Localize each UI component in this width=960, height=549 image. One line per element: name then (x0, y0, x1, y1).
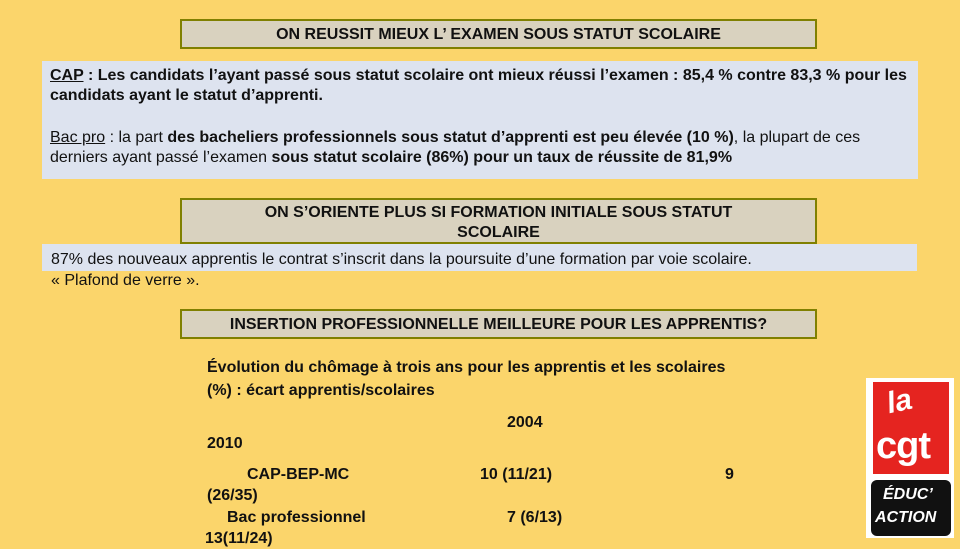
logo-red-block (873, 382, 949, 474)
section2-heading: ON S’ORIENTE PLUS SI FORMATION INITIALE SOUS STATUT SCOLAIRE (180, 198, 817, 244)
bac-text-4: sous statut scolaire (86%) pour un taux de réussite de 81,9% (271, 149, 733, 166)
cap-text: : Les candidats l’ayant passé sous statut scolaire ont mieux réussi l’examen : 85,4 % contre 83,3 % pour les candidats ayant le statut d’apprenti. (50, 67, 907, 104)
logo-educaction-block (871, 480, 951, 536)
section1-panel (42, 61, 918, 179)
logo-cgt-text: cgt (876, 425, 930, 467)
logo-educ-text: ÉDUC’ (883, 486, 933, 503)
row-cap-2004-value: 10 (11/21) (480, 466, 553, 483)
cap-paragraph (50, 66, 910, 106)
column-header-2004: 2004 (507, 414, 543, 431)
section1-heading: ON REUSSIT MIEUX L’ EXAMEN SOUS STATUT SCOLAIRE (180, 19, 817, 49)
column-header-2010: 2010 (207, 435, 243, 452)
row-cap-2010-value: 9 (725, 466, 734, 483)
section2-line1: 87% des nouveaux apprentis le contrat s’inscrit dans la poursuite d’une formation par voie scolaire. (51, 251, 752, 268)
section2-line2: « Plafond de verre ». (51, 272, 200, 289)
table-subtitle-2: (%) : écart apprentis/scolaires (207, 382, 435, 399)
bac-text-2: des bacheliers professionnels sous statut d’apprenti est peu élevée (10 %) (167, 129, 734, 146)
row-label-cap-bep-mc: CAP-BEP-MC (247, 466, 350, 483)
row-cap-2010-detail: (26/35) (207, 487, 258, 504)
bac-text-1: : la part (105, 129, 168, 146)
logo-la-text: la (883, 382, 916, 421)
bac-text-3: , la plupart de ces derniers ayant passé l’examen (50, 129, 861, 166)
row-label-bac-pro: Bac professionnel (227, 509, 366, 526)
bac-paragraph (50, 128, 910, 168)
row-bac-2004-value: 7 (6/13) (507, 509, 563, 526)
cgt-educaction-logo (866, 378, 954, 538)
table-subtitle-1: Évolution du chômage à trois ans pour les apprentis et les scolaires (207, 359, 726, 376)
logo-action-text: ACTION (875, 509, 937, 526)
section3-heading: INSERTION PROFESSIONNELLE MEILLEURE POUR LES APPRENTIS? (180, 309, 817, 339)
bac-label: Bac pro (50, 129, 106, 146)
cap-label: CAP (50, 67, 84, 84)
row-bac-2010-value: 13(11/24) (205, 530, 273, 547)
